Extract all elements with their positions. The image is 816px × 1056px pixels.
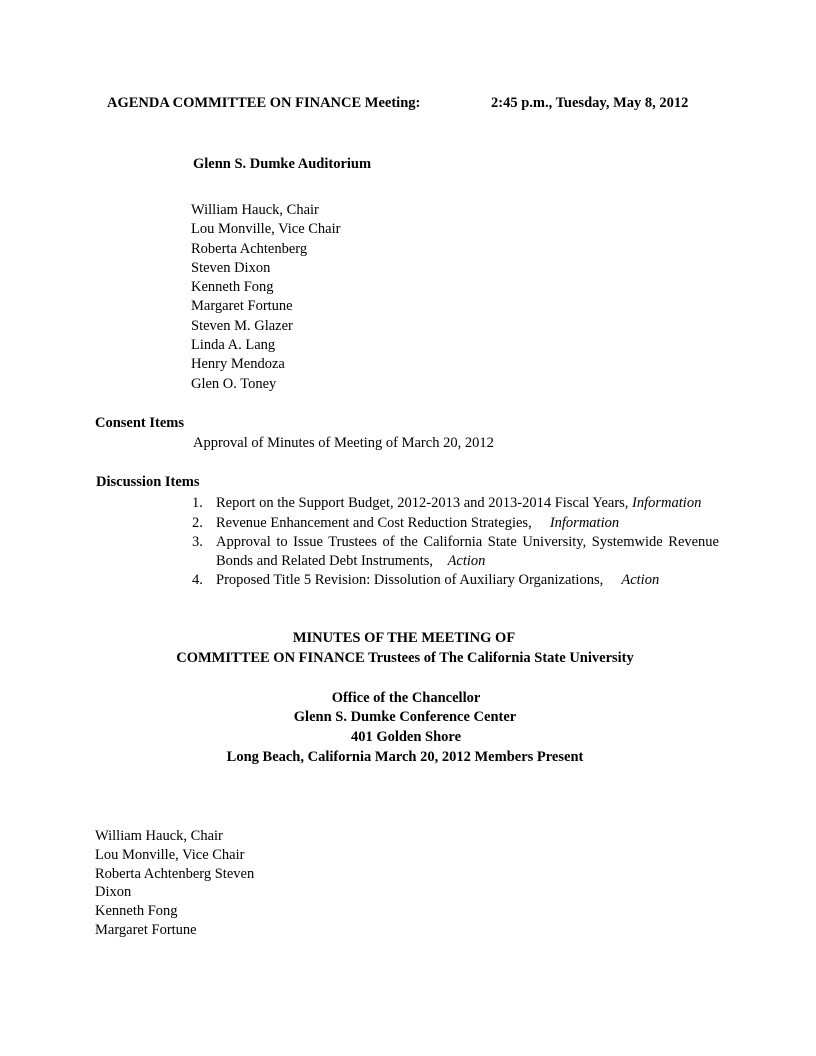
present-member: Dixon [95,884,132,901]
item-number: 4. [192,572,203,588]
minutes-subtitle: COMMITTEE ON FINANCE Trustees of The California State University [176,650,634,666]
member: Lou Monville, Vice Chair [191,221,341,238]
item-number: 3. [192,534,203,550]
consent-item: Approval of Minutes of Meeting of March 20, 2012 [193,435,494,451]
member: Kenneth Fong [191,279,274,296]
member: Linda A. Lang [191,337,276,354]
present-member: William Hauck, Chair [95,828,223,844]
item-text: Report on the Support Budget, 2012-2013 and 2013-2014 Fiscal Years, [216,495,629,511]
city-date: Long Beach, California March 20, 2012 Members Present [226,749,584,765]
address: 401 Golden Shore [350,729,462,745]
committee-members [191,201,340,394]
member: Glen O. Toney [191,375,277,392]
item-text: Approval to Issue Trustees of the California State University, Systemwide Revenue Bonds and Related Debt Instruments, [216,534,719,569]
item-number: 2. [192,514,203,531]
meeting-location: Glenn S. Dumke Auditorium [193,156,372,172]
consent-heading: Consent Items [95,415,185,431]
conference-center: Glenn S. Dumke Conference Center [293,709,517,725]
discussion-item [192,494,719,513]
item-tag: Information [632,495,702,511]
present-member: Kenneth Fong [95,903,178,920]
member: William Hauck, Chair [191,202,319,218]
member: Roberta Achtenberg [191,240,308,257]
minutes-title: MINUTES OF THE MEETING OF [292,630,516,646]
item-text: Revenue Enhancement and Cost Reduction Strategies, [216,514,532,531]
member: Steven M. Glazer [191,317,293,334]
meeting-time: 2:45 p.m., Tuesday, May 8, 2012 [491,95,689,111]
members-present [95,827,254,940]
item-tag: Information [549,514,620,531]
present-member: Roberta Achtenberg Steven [95,865,255,882]
member: Steven Dixon [191,259,271,276]
item-text-wrap [216,533,719,570]
item-text: Proposed Title 5 Revision: Dissolution of Auxiliary Organizations, [216,572,604,588]
item-text-wrap [216,494,719,513]
item-tag: Action [621,572,660,588]
item-text-wrap [216,571,719,590]
item-text-wrap [216,514,719,533]
agenda-title: AGENDA COMMITTEE ON FINANCE Meeting: [107,95,421,111]
discussion-item [192,571,719,590]
office-name: Office of the Chancellor [331,690,481,706]
present-member: Lou Monville, Vice Chair [95,846,245,863]
item-tag: Action [447,552,486,569]
discussion-list [192,494,719,591]
item-number: 1. [192,495,203,511]
discussion-heading: Discussion Items [96,474,200,490]
member: Margaret Fortune [191,298,293,315]
discussion-item [192,514,719,533]
discussion-item [192,533,719,570]
present-member: Margaret Fortune [95,921,197,938]
member: Henry Mendoza [191,356,285,373]
